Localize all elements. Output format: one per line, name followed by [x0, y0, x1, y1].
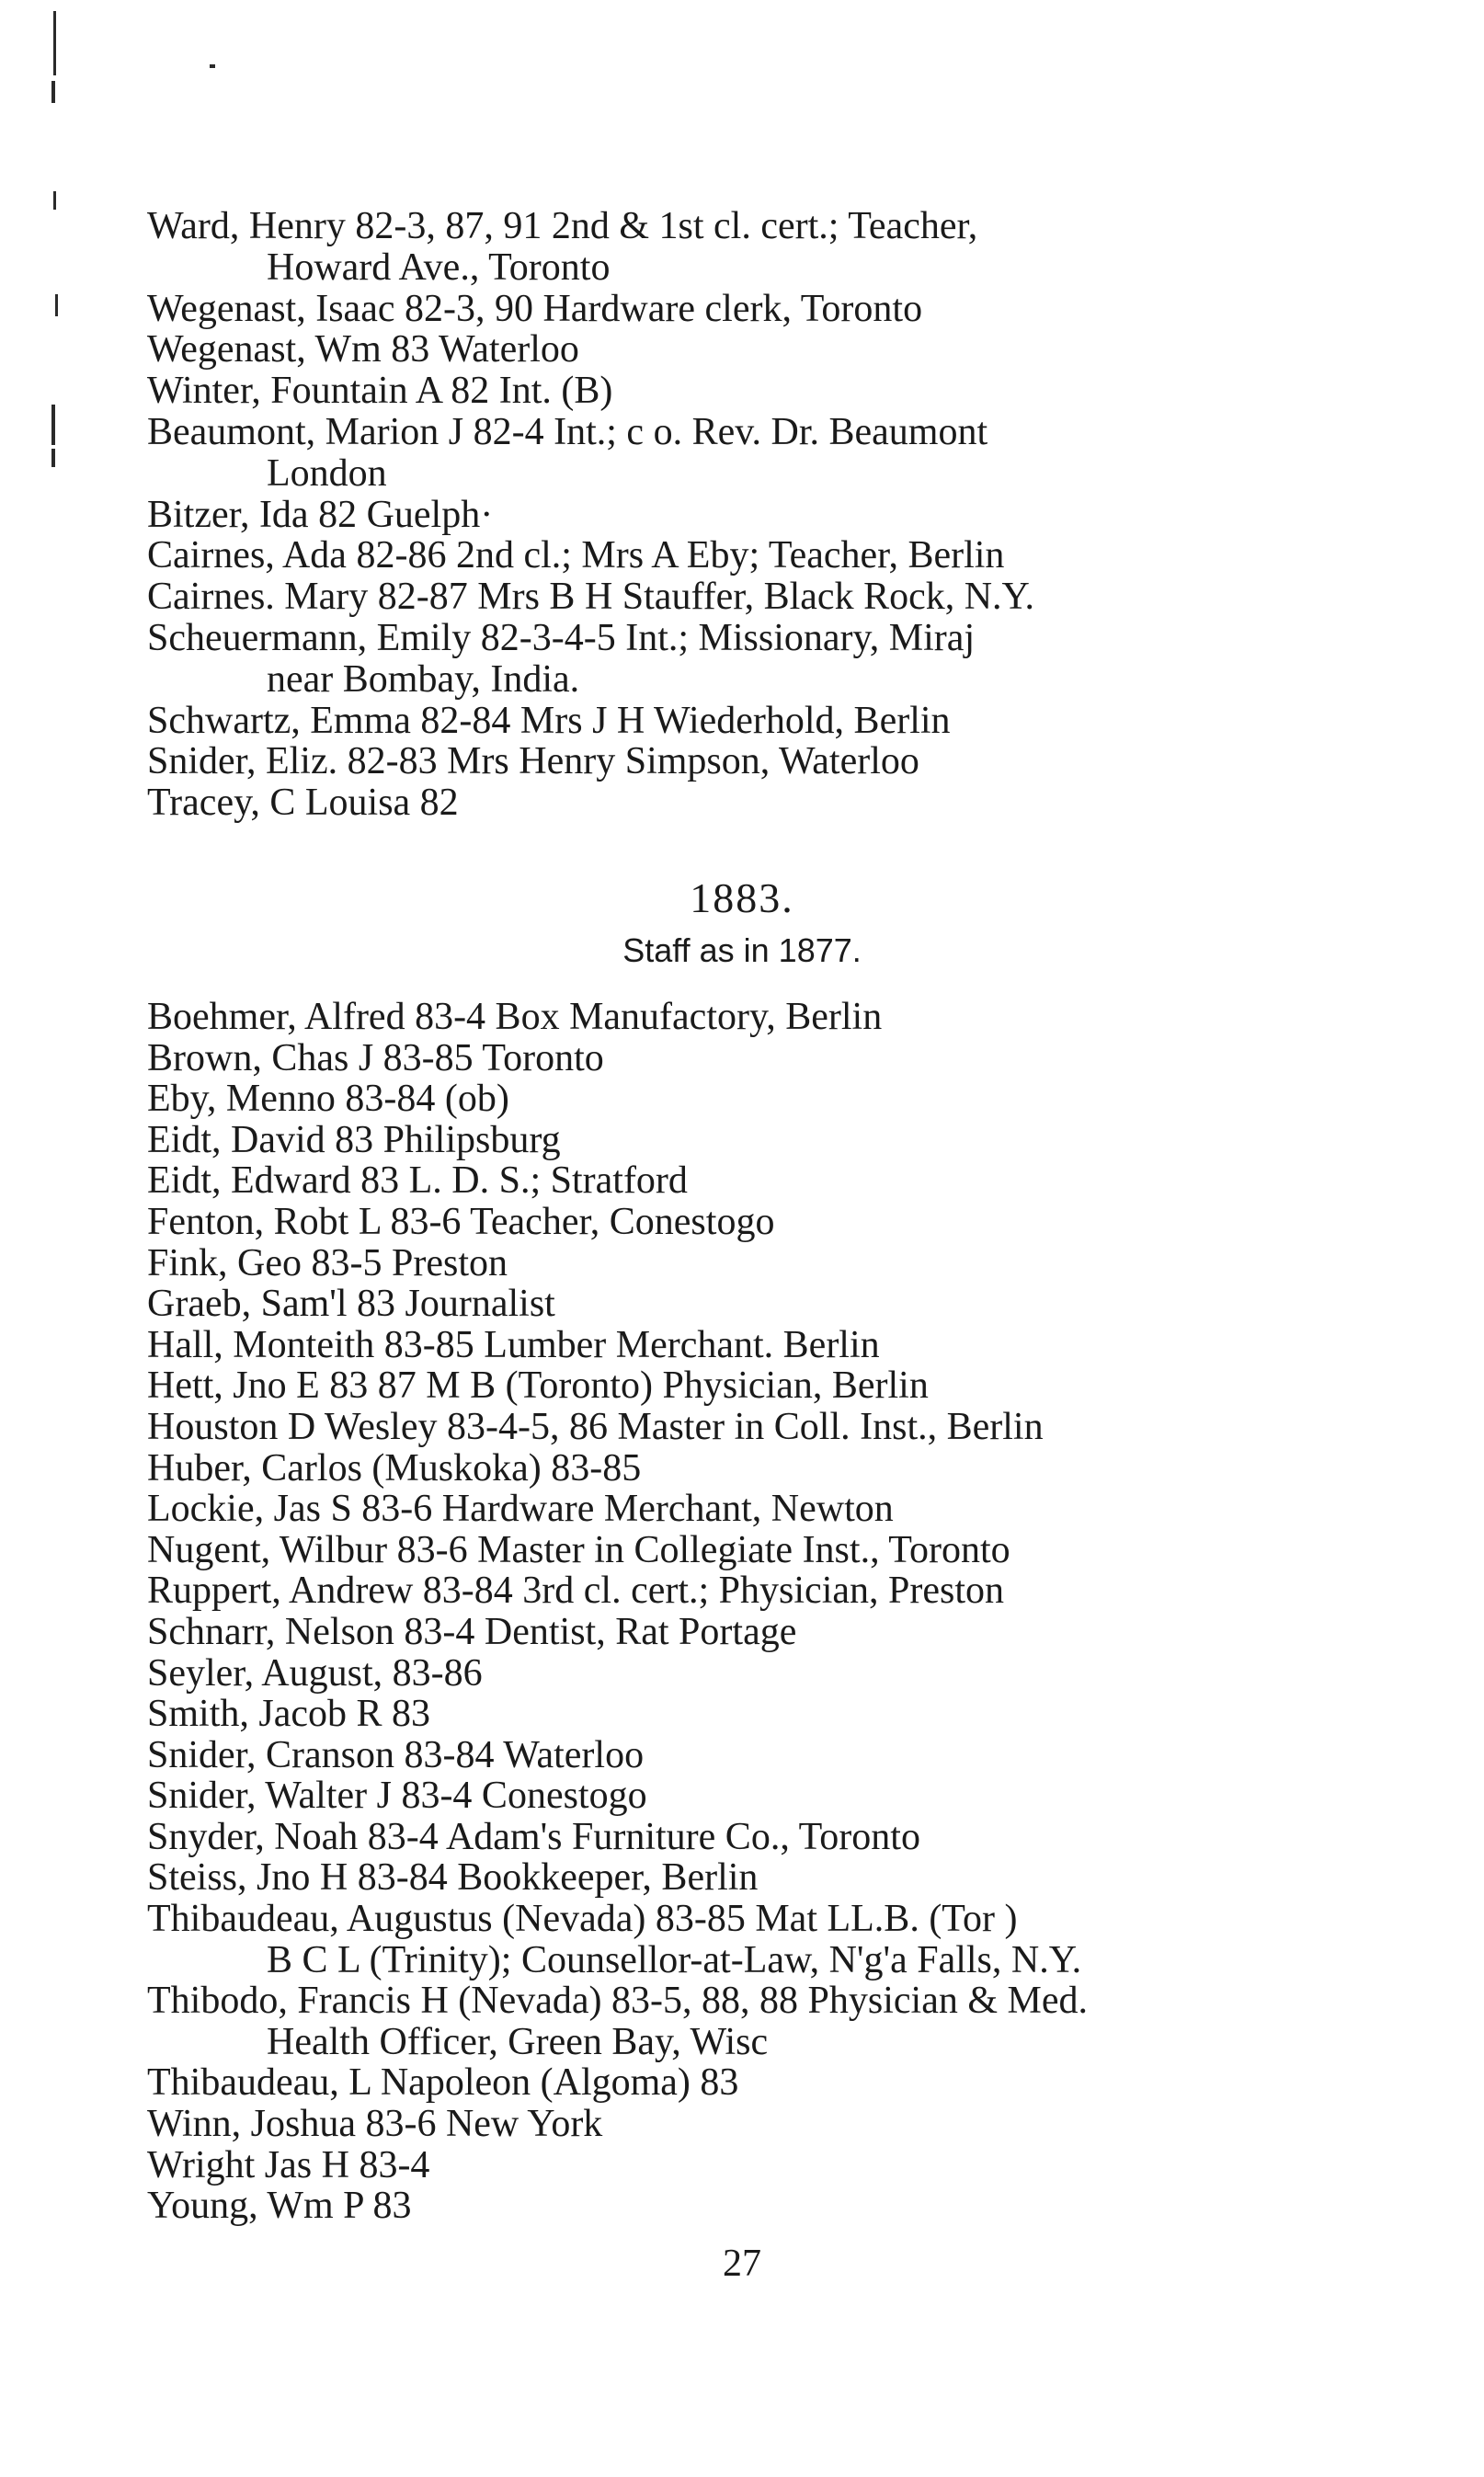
- entry-1883-5: Fenton, Robt L 83-6 Teacher, Conestogo: [147, 1200, 775, 1243]
- entry-1883-15: Schnarr, Nelson 83-4 Dentist, Rat Portage: [147, 1610, 797, 1653]
- entries-1882: [147, 206, 1342, 824]
- year-heading: 1883.: [690, 874, 794, 921]
- scan-mark: [55, 294, 58, 316]
- entry-1883-7: Graeb, Sam'l 83 Journalist: [147, 1283, 555, 1326]
- entry-1883-19: Snider, Walter J 83-4 Conestogo: [147, 1775, 647, 1818]
- scan-mark: [210, 64, 215, 68]
- scan-mark: [53, 11, 56, 75]
- entry-1883-4: Eidt, Edward 83 L. D. S.; Stratford: [147, 1159, 688, 1203]
- entry-1883-23: Thibodo, Francis H (Nevada) 83-5, 88, 88 Physician & Med. Health Officer, Green Bay, Wisc: [147, 1980, 1088, 2063]
- entry-1882-5: Bitzer, Ida 82 Guelph·: [147, 493, 494, 536]
- entry-1883-17: Smith, Jacob R 83: [147, 1693, 431, 1736]
- entry-1882-8: Scheuermann, Emily 82-3-4-5 Int.; Missionary, Miraj near Bombay, India.: [147, 616, 976, 701]
- scan-mark: [53, 191, 56, 210]
- entry-1883-2: Eby, Menno 83-84 (ob): [147, 1078, 509, 1121]
- entry-1883-6: Fink, Geo 83-5 Preston: [147, 1241, 508, 1284]
- entry-1883-22: Thibaudeau, Augustus (Nevada) 83-85 Mat LL.B. (Tor ) B C L (Trinity); Counsellor-at-Law, N'g'a Falls, N.Y.: [147, 1898, 1082, 1981]
- entry-1883-27: Young, Wm P 83: [147, 2185, 412, 2228]
- entry-1883-10: Houston D Wesley 83-4-5, 86 Master in Coll. Inst., Berlin: [147, 1405, 1044, 1448]
- entry-1882-11: Tracey, C Louisa 82: [147, 782, 459, 825]
- entry-1883-9: Hett, Jno E 83 87 M B (Toronto) Physician, Berlin: [147, 1364, 929, 1408]
- entry-1882-2: Wegenast, Wm 83 Waterloo: [147, 328, 579, 371]
- entry-1883-13: Nugent, Wilbur 83-6 Master in Collegiate Inst., Toronto: [147, 1528, 1010, 1571]
- entry-1883-21: Steiss, Jno H 83-84 Bookkeeper, Berlin: [147, 1856, 759, 1900]
- entry-1882-3: Winter, Fountain A 82 Int. (B): [147, 370, 613, 413]
- entry-1882-0: Ward, Henry 82-3, 87, 91 2nd & 1st cl. cert.; Teacher, Howard Ave., Toronto: [147, 205, 978, 289]
- entry-1883-16: Seyler, August, 83-86: [147, 1651, 483, 1695]
- scan-mark: [51, 81, 55, 103]
- entry-1883-3: Eidt, David 83 Philipsburg: [147, 1118, 561, 1161]
- entry-1883-8: Hall, Monteith 83-85 Lumber Merchant. Berlin: [147, 1323, 880, 1366]
- entry-1883-26: Wright Jas H 83-4: [147, 2143, 430, 2186]
- entry-1883-18: Snider, Cranson 83-84 Waterloo: [147, 1733, 645, 1776]
- entry-1883-14: Ruppert, Andrew 83-84 3rd cl. cert.; Physician, Preston: [147, 1570, 1004, 1613]
- entry-1882-1: Wegenast, Isaac 82-3, 90 Hardware clerk, Toronto: [147, 287, 923, 330]
- entry-1882-7: Cairnes. Mary 82-87 Mrs B H Stauffer, Black Rock, N.Y.: [147, 576, 1034, 619]
- entry-1882-9: Schwartz, Emma 82-84 Mrs J H Wiederhold, Berlin: [147, 699, 951, 742]
- staff-note: Staff as in 1877.: [622, 931, 862, 969]
- entry-1882-6: Cairnes, Ada 82-86 2nd cl.; Mrs A Eby; Teacher, Berlin: [147, 534, 1005, 577]
- entries-1883: [147, 997, 1342, 2227]
- entry-1883-11: Huber, Carlos (Muskoka) 83-85: [147, 1446, 642, 1490]
- entry-1882-10: Snider, Eliz. 82-83 Mrs Henry Simpson, Waterloo: [147, 740, 919, 783]
- entry-1883-24: Thibaudeau, L Napoleon (Algoma) 83: [147, 2061, 739, 2105]
- entry-1883-12: Lockie, Jas S 83-6 Hardware Merchant, Newton: [147, 1488, 894, 1531]
- page-number: 27: [723, 2243, 761, 2285]
- entry-1883-25: Winn, Joshua 83-6 New York: [147, 2103, 603, 2146]
- entry-1882-4: Beaumont, Marion J 82-4 Int.; c o. Rev. Dr. Beaumont London: [147, 410, 988, 495]
- entry-1883-0: Boehmer, Alfred 83-4 Box Manufactory, Berlin: [147, 996, 883, 1038]
- entry-1883-20: Snyder, Noah 83-4 Adam's Furniture Co., Toronto: [147, 1815, 920, 1858]
- scan-mark: [51, 405, 55, 445]
- scan-mark: [51, 449, 55, 467]
- entry-1883-1: Brown, Chas J 83-85 Toronto: [147, 1036, 604, 1079]
